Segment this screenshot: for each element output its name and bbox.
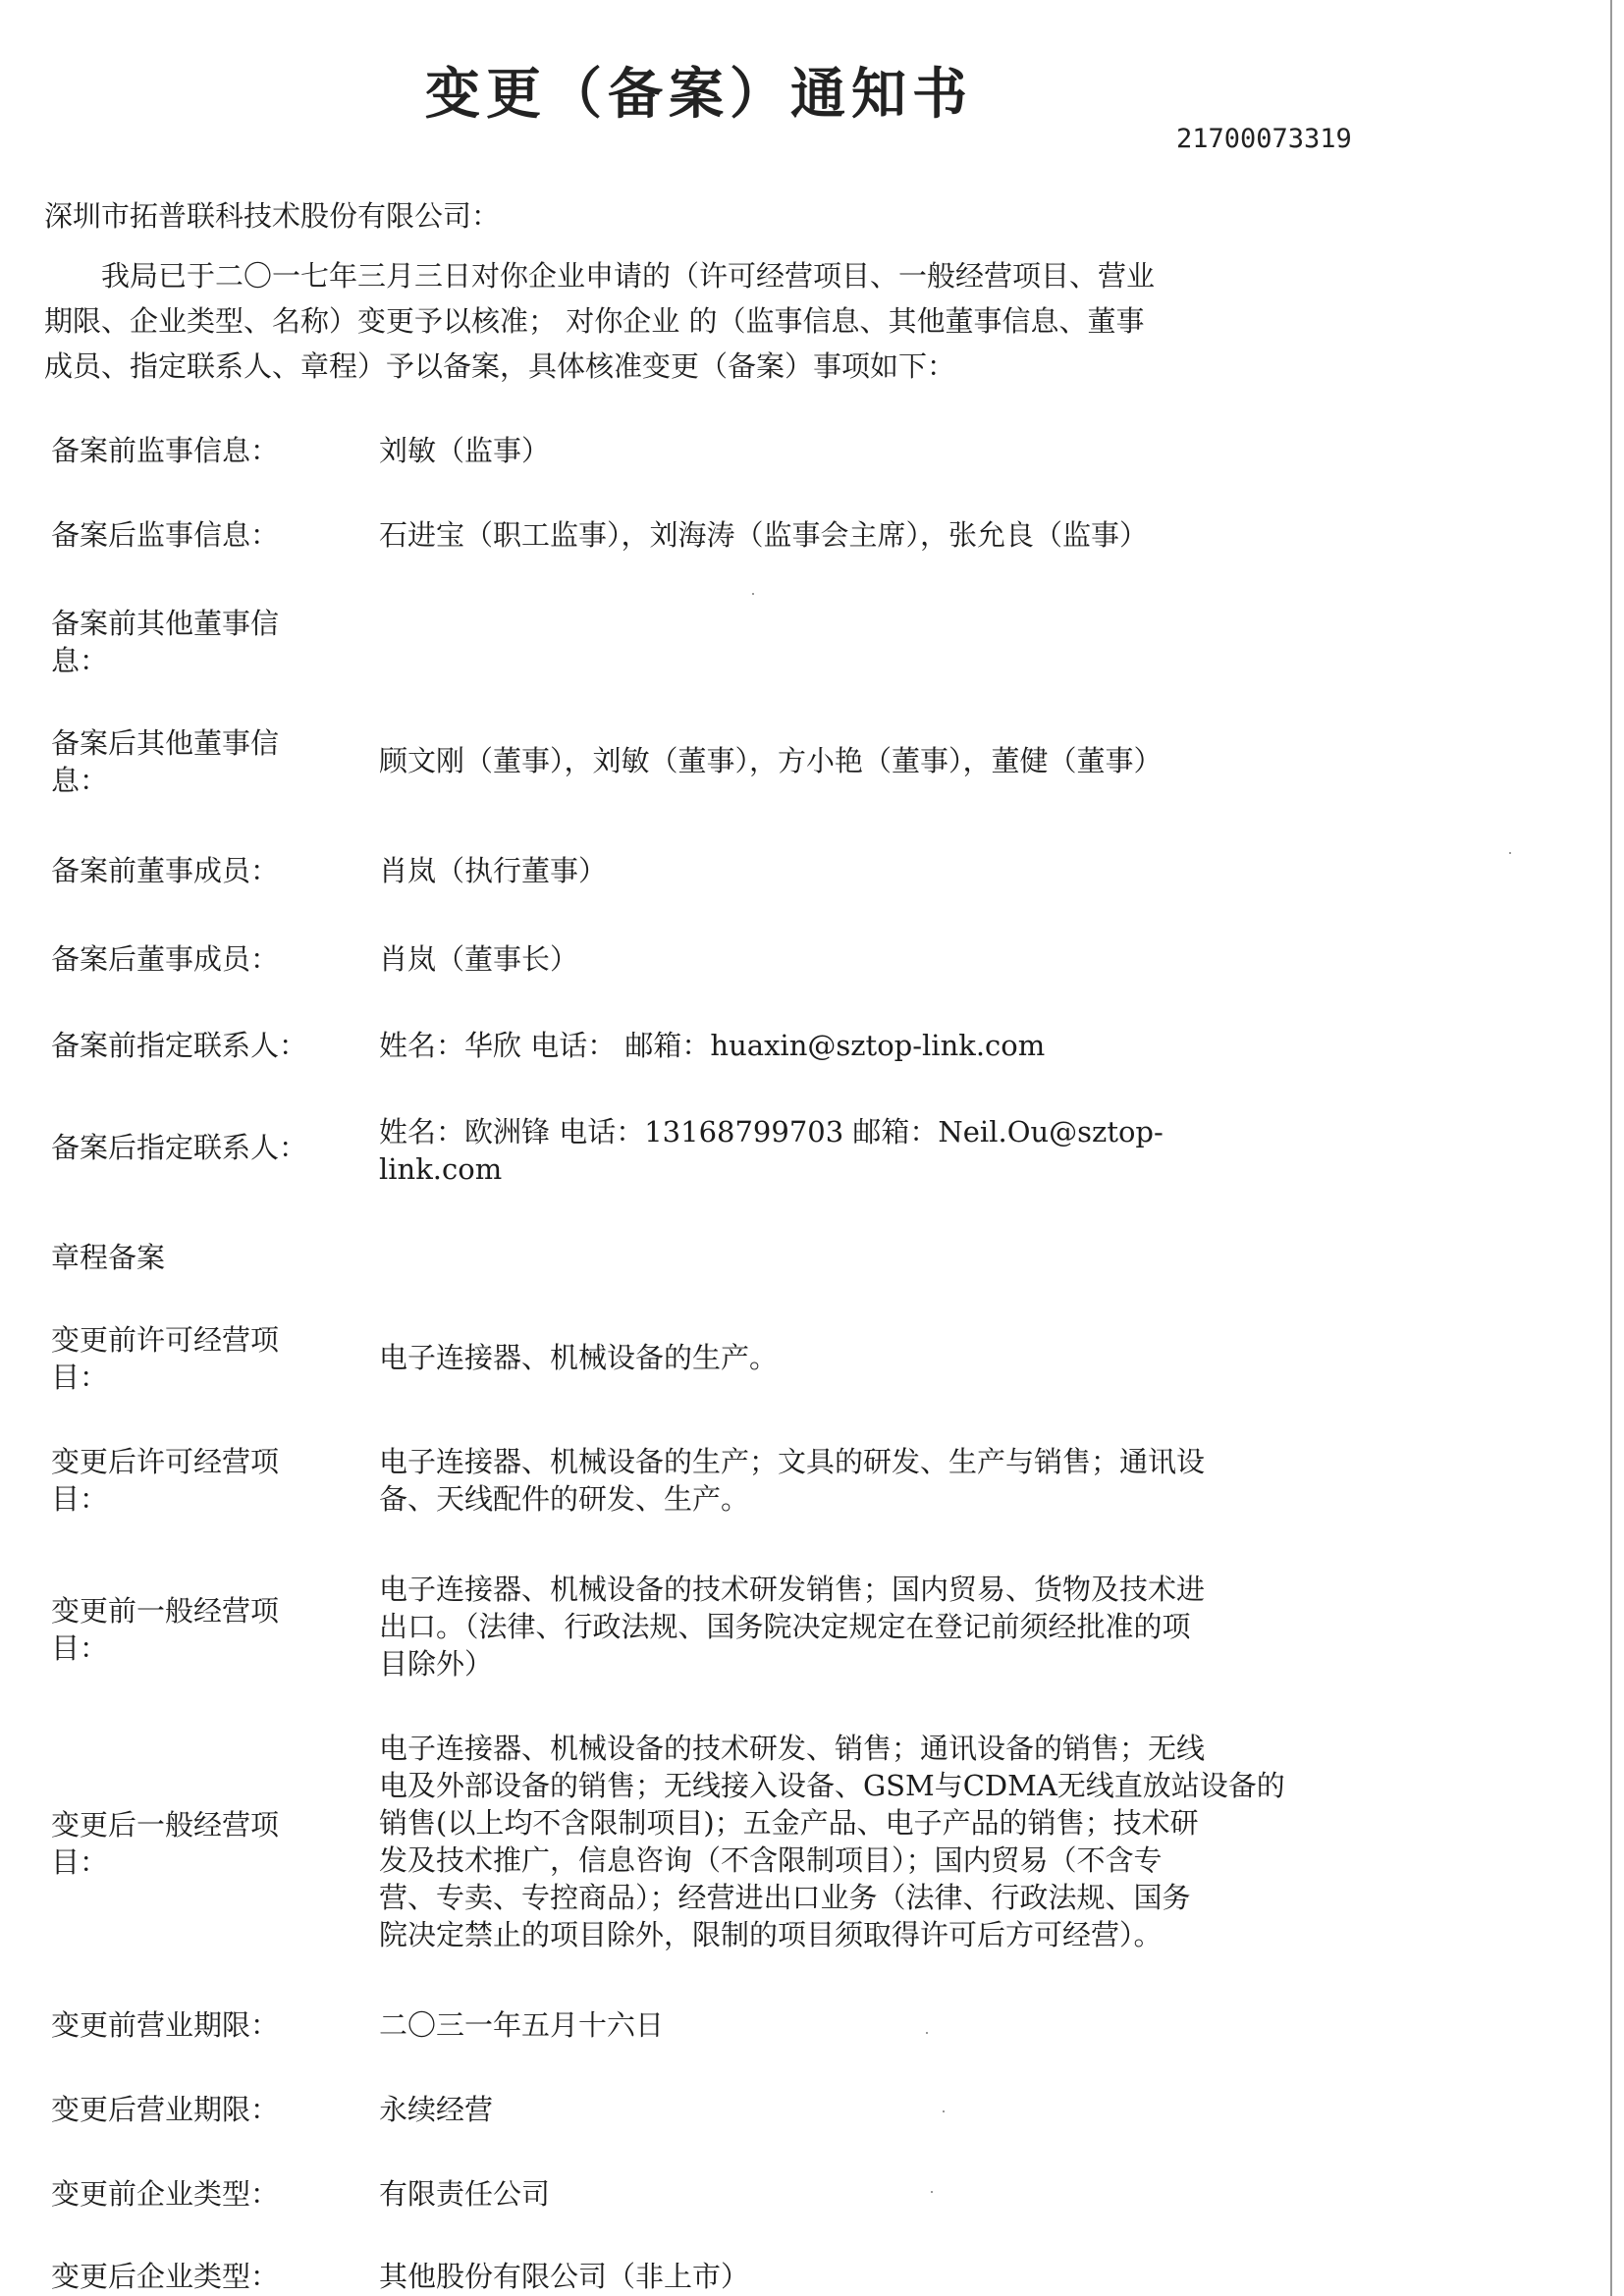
item-label: 备案前其他董事信 息： (51, 607, 280, 677)
intro-paragraph: 我局已于二〇一七年三月三日对你企业申请的（许可经营项目、一般经营项目、营业 期限、企业类型、名称）变更予以核准； 对你企业 的（监事信息、其他董事信息、董事 成员、指定联系人、章程）予以备案，具体核准变更（备案）事项如下： (44, 259, 1156, 383)
item-value: 刘敏（监事） (379, 434, 551, 467)
scan-speck (931, 2191, 933, 2193)
item-label: 备案前监事信息： (51, 434, 280, 467)
item-label: 变更后营业期限： (51, 2093, 280, 2126)
item-value: 电子连接器、机械设备的技术研发销售；国内贸易、货物及技术进 出口。（法律、行政法规、国务院决定规定在登记前须经批准的项 目除外） (379, 1573, 1206, 1681)
scan-edge (1610, 0, 1612, 2296)
item-value: 姓名：华欣 电话： 邮箱：huaxin@sztop-link.com (379, 1029, 1046, 1062)
section-heading: 章程备案 (51, 1241, 166, 1274)
document-title: 变更（备案）通知书 (425, 62, 973, 127)
item-value: 二〇三一年五月十六日 (379, 2008, 665, 2042)
scan-speck (1509, 852, 1511, 854)
item-label: 备案后指定联系人： (51, 1131, 308, 1164)
item-label: 备案后董事成员： (51, 942, 280, 976)
item-value: 电子连接器、机械设备的生产；文具的研发、生产与销售；通讯设 备、天线配件的研发、生产。 (379, 1445, 1206, 1516)
document-number: 21700073319 (1176, 124, 1352, 154)
item-value: 其他股份有限公司（非上市） (379, 2260, 750, 2293)
item-value: 有限责任公司 (379, 2177, 551, 2211)
item-label: 备案前指定联系人： (51, 1029, 308, 1062)
item-value: 电子连接器、机械设备的技术研发、销售；通讯设备的销售；无线 电及外部设备的销售；无线接入设备、GSM与CDMA无线直放站设备的 销售(以上均不含限制项目)；五金产品、电子产品的销售；技术研 发及技术推广，信息咨询（不含限制项目）；国内贸易（不含专 营、专卖、专控商品）；经营进出口业务（法律、行政法规、国务 院决定禁止的项目除外，限制的项目须取得许可后方可经营）。 (379, 1732, 1285, 1951)
item-label: 变更后许可经营项 目： (51, 1445, 280, 1516)
scan-speck (943, 2110, 945, 2112)
item-value: 石进宝（职工监事），刘海涛（监事会主席），张允良（监事） (379, 518, 1149, 552)
scan-speck (926, 2032, 928, 2034)
scan-speck (752, 593, 754, 595)
item-value: 永续经营 (379, 2093, 494, 2126)
item-label: 变更前营业期限： (51, 2008, 280, 2042)
item-value: 肖岚（执行董事） (379, 854, 608, 887)
item-label: 变更前一般经营项 目： (51, 1594, 280, 1665)
item-label: 变更后一般经营项 目： (51, 1808, 280, 1879)
item-label: 变更后企业类型： (51, 2260, 280, 2293)
addressee: 深圳市拓普联科技术股份有限公司： (44, 199, 501, 233)
item-label: 变更前许可经营项 目： (51, 1323, 280, 1394)
item-label: 备案前董事成员： (51, 854, 280, 887)
item-label: 变更前企业类型： (51, 2177, 280, 2211)
item-label: 备案后其他董事信 息： (51, 726, 280, 797)
item-value: 电子连接器、机械设备的生产。 (379, 1341, 779, 1374)
item-value: 姓名：欧洲锋 电话：13168799703 邮箱：Neil.Ou@sztop- link.com (379, 1115, 1164, 1186)
item-value: 肖岚（董事长） (379, 942, 579, 976)
item-value: 顾文刚（董事），刘敏（董事），方小艳（董事），董健（董事） (379, 744, 1163, 777)
item-label: 备案后监事信息： (51, 518, 280, 552)
